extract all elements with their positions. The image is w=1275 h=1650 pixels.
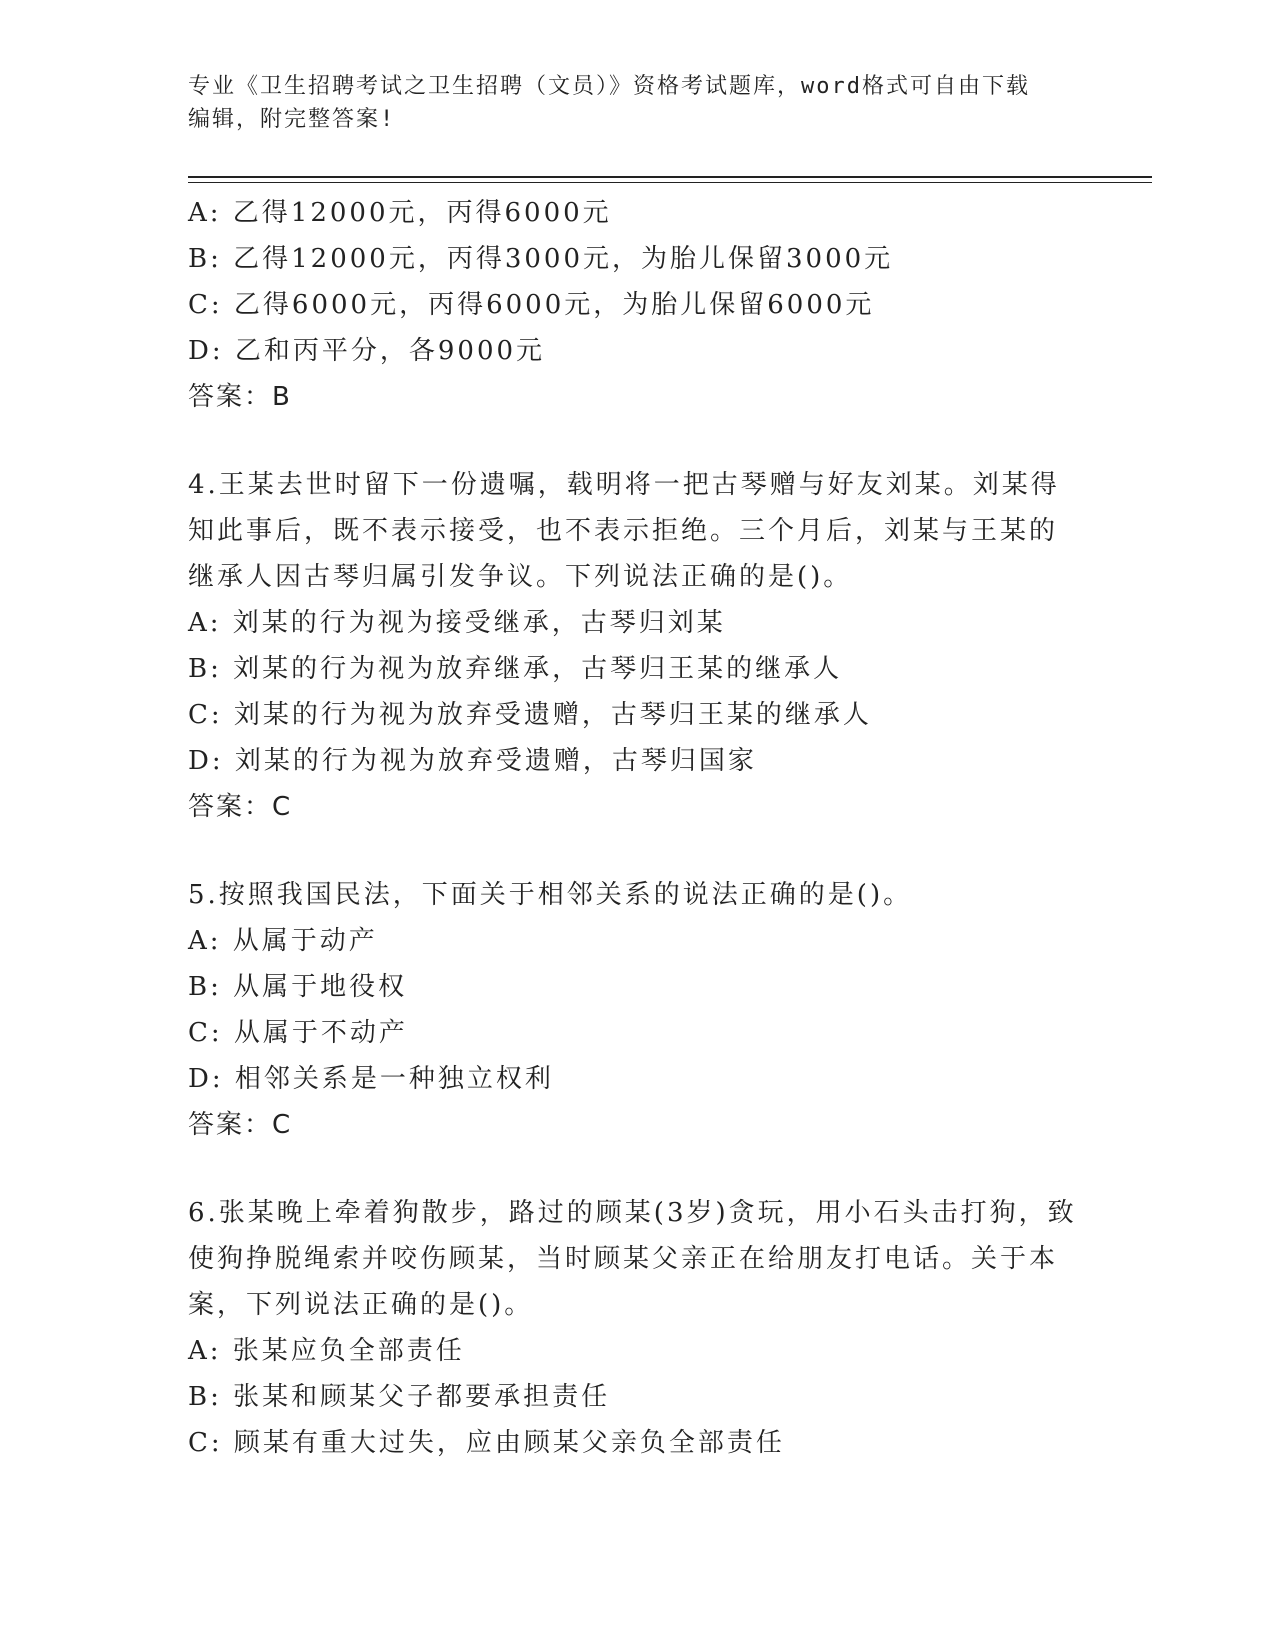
option-b: B: 张某和顾某父子都要承担责任	[188, 1382, 611, 1412]
option-c: C: 顾某有重大过失，应由顾某父亲负全部责任	[188, 1428, 785, 1458]
option-c: C: 从属于不动产	[188, 1018, 408, 1048]
header-line-2: 编辑，附完整答案!	[188, 107, 396, 132]
option-c: C: 乙得6000元，丙得6000元，为胎儿保留6000元	[188, 290, 875, 320]
option-a: A: 乙得12000元，丙得6000元	[188, 198, 612, 228]
question-5	[188, 872, 1088, 1148]
answer-line: 答案：C	[188, 1110, 293, 1140]
option-a: A: 从属于动产	[188, 926, 378, 956]
question-stem-line: 继承人因古琴归属引发争议。下列说法正确的是()。	[188, 562, 853, 592]
question-content	[188, 190, 1088, 1466]
question-3	[188, 190, 1088, 420]
question-stem-line: 6.张某晚上牵着狗散步，路过的顾某(3岁)贪玩，用小石头击打狗，致	[188, 1198, 1077, 1228]
spacer	[188, 1148, 1088, 1190]
option-b: B: 从属于地役权	[188, 972, 408, 1002]
question-stem-line: 知此事后，既不表示接受，也不表示拒绝。三个月后，刘某与王某的	[188, 516, 1059, 546]
spacer	[188, 830, 1088, 872]
question-stem-line: 4.王某去世时留下一份遗嘱，载明将一把古琴赠与好友刘某。刘某得	[188, 470, 1060, 500]
option-c: C: 刘某的行为视为放弃受遗赠，古琴归王某的继承人	[188, 700, 872, 730]
option-d: D: 刘某的行为视为放弃受遗赠，古琴归国家	[188, 746, 757, 776]
question-6	[188, 1190, 1088, 1466]
question-stem-line: 案，下列说法正确的是()。	[188, 1290, 534, 1320]
option-b: B: 乙得12000元，丙得3000元，为胎儿保留3000元	[188, 244, 894, 274]
question-stem-line: 使狗挣脱绳索并咬伤顾某，当时顾某父亲正在给朋友打电话。关于本	[188, 1244, 1059, 1274]
option-d: D: 乙和丙平分，各9000元	[188, 336, 546, 366]
header-divider-thick	[188, 176, 1152, 178]
option-a: A: 刘某的行为视为接受继承，古琴归刘某	[188, 608, 726, 638]
spacer	[188, 420, 1088, 462]
document-header	[188, 70, 1088, 136]
option-d: D: 相邻关系是一种独立权利	[188, 1064, 554, 1094]
answer-line: 答案：C	[188, 792, 293, 822]
answer-line: 答案：B	[188, 382, 292, 412]
question-stem-line: 5.按照我国民法，下面关于相邻关系的说法正确的是()。	[188, 880, 913, 910]
option-b: B: 刘某的行为视为放弃继承，古琴归王某的继承人	[188, 654, 843, 684]
question-4	[188, 462, 1088, 830]
header-line-1: 专业《卫生招聘考试之卫生招聘（文员）》资格考试题库，word格式可自由下载	[188, 74, 1030, 99]
option-a: A: 张某应负全部责任	[188, 1336, 465, 1366]
header-divider-thin	[188, 182, 1152, 183]
